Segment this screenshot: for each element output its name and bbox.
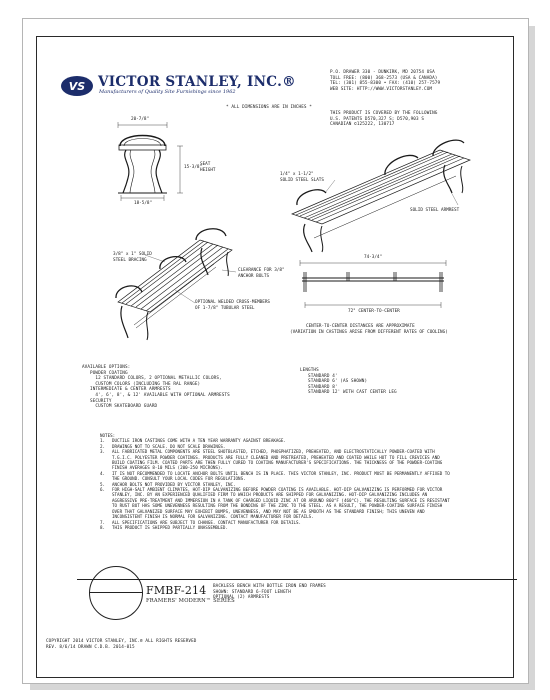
length-line: LENGTHS <box>300 368 319 373</box>
center-to-center-dim: 72" CENTER-TO-CENTER <box>348 309 400 314</box>
bracing-label-2: STEEL BRACING <box>113 258 147 263</box>
contact-line: P.O. DRAWER 330 - DUNKIRK, MD 20754 USA <box>330 70 435 75</box>
cross-member-label-1: OPTIONAL WELDED CROSS-MEMBERS <box>195 300 271 305</box>
option-line: POWDER COATING <box>82 370 128 376</box>
notes-heading: NOTES: <box>100 433 116 438</box>
title-block-divider <box>77 579 517 580</box>
note-number: 2. <box>100 443 106 449</box>
contact-website: WEB SITE: HTTP://WWW.VICTORSTANLEY.COM <box>330 86 433 92</box>
description-line: BACKLESS BENCH WITH BOTTLE IRON END FRAMES <box>213 584 326 589</box>
side-base-width-dim: 18-5/8" <box>134 201 153 206</box>
note-text: ALL FABRICATED METAL COMPONENTS ARE STEEL SHOTBLASTED, ETCHED, PHOSPHATIZED, PREHEATED, AND ELECTROSTATICALLY POWDER-COATED WITH T.G.I.C. POLYESTER POWDER COATINGS. PRODUCTS ARE FULLY CLEANED AND PRETREATED, PREHEATED AND COATED WHILE HOT TO FILL CREVICES AND BUILD COATING FILM. COATED PARTS ARE THEN FULLY CURED TO COATING MANUFACTURER'S SPECIFICATIONS. THE THICKNESS OF THE POWDER-COATING FINISH AVERAGES 8-10 MILS (200-250 MICRONS). <box>112 449 443 471</box>
note-text: ALL SPECIFICATIONS ARE SUBJECT TO CHANGE. CONTACT MANUFACTURER FOR DETAILS. <box>112 519 302 525</box>
notes-block <box>100 433 450 530</box>
note-number: 1. <box>100 438 106 444</box>
note-number: 7. <box>100 519 106 525</box>
note-number: 6. <box>100 487 106 493</box>
brand-name: VICTOR STANLEY, INC.® <box>98 74 296 90</box>
note-number: 4. <box>100 470 106 476</box>
option-line: 12 STANDARD COLORS, 2 OPTIONAL METALLIC COLORS, <box>82 376 222 382</box>
option-line: SECURITY <box>82 398 112 404</box>
patent-line: CANADIAN ©125222, 130717 <box>330 122 395 128</box>
note-item <box>100 487 450 519</box>
bracing-label-1: 3/8" x 1" SOLID <box>113 252 152 257</box>
model-number: FMBF-214 <box>146 584 207 597</box>
copyright-block <box>46 639 196 650</box>
option-line: INTERMEDIATE & CENTER ARMRESTS <box>82 387 171 393</box>
length-line: STANDARD 6' (AS SHOWN) <box>300 379 368 385</box>
length-line: STANDARD 8' <box>300 384 338 390</box>
side-view-drawing <box>118 122 183 201</box>
brand-tagline: Manufacturers of Quality Site Furnishings since 1962 <box>99 89 236 95</box>
product-description <box>213 584 326 601</box>
copyright-line: COPYRIGHT 2014 VICTOR STANLEY, INC.® ALL RIGHTS RESERVED <box>46 639 197 644</box>
title-circle-divider <box>89 592 143 593</box>
side-height-dim: 15-3/8" <box>184 165 203 170</box>
length-line: STANDARD 12' WITH CAST CENTER LEG <box>300 390 397 396</box>
center-note-1: CENTER-TO-CENTER DISTANCES ARE APPROXIMATE <box>306 324 415 329</box>
option-line: AVAILABLE OPTIONS: <box>82 365 131 370</box>
center-note-2: (VARIATION IN CASTINGS ARISE FROM DIFFERENT RATES OF COOLING) <box>290 330 448 335</box>
note-item <box>100 471 450 482</box>
note-text: THIS PRODUCT IS SHIPPED PARTIALLY UNASSEMBLED. <box>112 524 228 530</box>
seat-height-label-1: SEAT <box>200 162 211 167</box>
overall-length-dim: 74-3/4" <box>364 255 383 260</box>
lengths-block <box>300 368 397 396</box>
iso-bench-bottom-drawing <box>116 229 236 340</box>
seat-height-label-2: HEIGHT <box>200 168 216 173</box>
note-number: 5. <box>100 481 106 487</box>
contact-line: TOLL FREE: (800) 368-2573 (USA & CANADA) <box>330 75 438 81</box>
note-text: IT IS NOT RECOMMENDED TO LOCATE ANCHOR BOLTS UNTIL BENCH IS IN PLACE. THIS VICTOR STANLEY, INC. PRODUCT MUST BE PERMANENTLY AFFIXED TO THE GROUND. CONSULT YOUR LOCAL CODES FOR REGULATIONS. <box>112 470 450 482</box>
logo-letters: VS <box>68 80 86 93</box>
note-text: FOR HIGH-SALT AMBIENT CLIMATES, HOT-DIP GALVANIZING BEFORE POWDER COATING IS AVAILABLE. HOT-DIP GALVANIZING IS PERFORMED FOR VICTOR STANLEY, INC. BY AN EXPERIENCED QUALIFIED FIRM TO WHICH PRODUCTS ARE SHIPPED FOR GALVANIZING. HOT-DIP GALVANIZING INCLUDES AN AGGRESSIVE PRE-TREATMENT AND IMMERSION IN A TANK OF CHARGED LIQUID ZINC AT OR AROUND 860°F (460°C). THE RESULTING SURFACE IS RESISTANT TO RUST BUT HAS SOME UNEVENNESS RESULTING FROM THE BONDING OF THE ZINC TO THE STEEL. AS A RESULT, THE POWDER-COATING SURFACE FINISH OVER THAT GALVANIZED SURFACE MAY EXHIBIT BUMPS, UNEVENNESS, AND MAY NOT BE AS SMOOTH AS THE STANDARD FINISH; THIS UNEVEN AND INCONSISTENT FINISH IS NORMAL FOR GALVANIZING. CONTACT MANUFACTURER FOR DETAILS. <box>112 487 450 520</box>
iso-bench-top-drawing <box>292 140 470 252</box>
side-top-width-dim: 20-7/8" <box>131 117 150 122</box>
patent-line: THIS PRODUCT IS COVERED BY THE FOLLOWING <box>330 111 438 116</box>
patent-line: U.S. PATENTS D570,327 S; D570,903 S <box>330 116 425 122</box>
clearance-label-2: ANCHOR BOLTS <box>238 274 270 279</box>
clearance-label-1: CLEARANCE FOR 3/8" <box>238 268 285 273</box>
note-item <box>100 525 450 530</box>
slats-label-1: 1/4" x 1-1/2" <box>280 172 314 177</box>
dimensions-note: * ALL DIMENSIONS ARE IN INCHES * <box>226 105 312 110</box>
description-line: OPTIONAL (2) ARMRESTS <box>213 595 270 601</box>
note-item <box>100 449 450 471</box>
armrest-label: SOLID STEEL ARMREST <box>410 208 460 213</box>
description-line: SHOWN: STANDARD 6-FOOT LENGTH <box>213 589 291 595</box>
length-line: STANDARD 4' <box>300 373 338 379</box>
note-text: ANCHOR BOLTS NOT PROVIDED BY VICTOR STANLEY, INC. <box>112 481 236 487</box>
option-line: 4', 6', 8', & 12' AVAILABLE WITH OPTIONAL ARMRESTS <box>82 392 230 398</box>
contact-line: TEL: (301) 855-8300 • FAX: (410) 257-7579 <box>330 81 441 87</box>
available-options <box>82 365 230 410</box>
option-line: CUSTOM SKATEBOARD GUARD <box>82 404 158 410</box>
series-name: FRAMERS' MODERN™ SERIES <box>146 598 235 604</box>
cross-member-label-2: OF 1-7/8" TUBULAR STEEL <box>195 306 255 311</box>
note-text: DRAWINGS NOT TO SCALE. DO NOT SCALE DRAWINGS. <box>112 443 226 449</box>
revision-line: REV. 8/6/14 DRAWN C.D.B. 2014-015 <box>46 644 135 650</box>
top-view-drawing <box>300 260 446 308</box>
option-line: CUSTOM COLORS (INCLUDING THE RAL RANGE) <box>82 381 201 387</box>
note-number: 8. <box>100 524 106 530</box>
note-number: 3. <box>100 449 106 455</box>
note-text: DUCTILE IRON CASTINGS COME WITH A TEN YEAR WARRANTY AGAINST BREAKAGE. <box>112 438 286 444</box>
slats-label-2: SOLID STEEL SLATS <box>280 178 324 183</box>
title-circle <box>89 566 143 620</box>
